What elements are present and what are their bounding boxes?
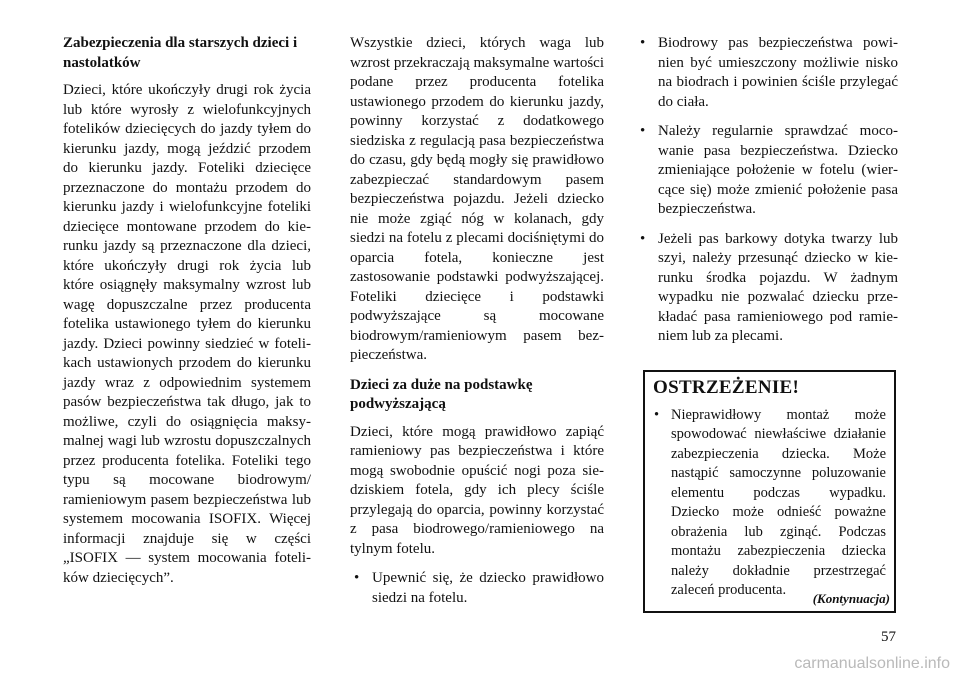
page-number: 57 bbox=[881, 629, 896, 645]
left-column bbox=[63, 34, 311, 598]
section-heading-older-children: Zabezpieczenia dla starszych dzieci i nastolatków bbox=[63, 35, 298, 71]
middle-column bbox=[350, 34, 604, 618]
warning-title: OSTRZEŻENIE! bbox=[653, 377, 800, 398]
bullet-icon: • bbox=[640, 35, 646, 51]
bullet-item bbox=[636, 122, 898, 220]
bullet-icon: • bbox=[640, 230, 646, 247]
body-paragraph: Wszystkie dzieci, których waga lub wzrost przekraczają maksymalne wartości podane przez producenta fotelika ustawionego przodem do kierunku jazdy, powinny korzystać z dodatkowego siedziska z regulacją pasa bezpieczeństwa do czasu, gdy będą mogły się prawidłowo zabezpieczać standardowym pasem bezpieczeństwa pojazdu. Jeżeli dziecko nie może zgiąć nóg w kolanach, gdy siedzi na fotelu z plecami dociśniętymi do oparcia fotela, konieczne jest zastosowanie podstawki podwyższającej. Foteliki dziecięce i podstawki podwyższające są mocowane biodrowym/ramieniowym pasem bezpieczeństwa. bbox=[350, 35, 604, 363]
bullet-item bbox=[636, 230, 898, 347]
bullet-icon: • bbox=[654, 406, 660, 423]
warning-text: Nieprawidłowy montaż może spowodować niewłaściwe działanie zabezpieczenia dziecka. Może nastąpić samoczynne poluzowanie elementu podczas wypadku. Dziecko może odnieść poważne obrażenia lub zginąć. Podczas montażu zabezpieczenia dziecka należy dokładnie przestrzegać zaleceń producenta. bbox=[671, 406, 886, 598]
bullet-icon: • bbox=[354, 570, 360, 586]
warning-bullet-item bbox=[653, 406, 886, 601]
bullet-text: Biodrowy pas bezpieczeństwa powinien być umieszczony możliwie nisko na biodrach i powinien ściśle przylegać do ciała. bbox=[658, 35, 898, 110]
right-column bbox=[636, 34, 898, 357]
bullet-item bbox=[350, 569, 604, 608]
bullet-text: Jeżeli pas barkowy dotyka twarzy lub szyi, należy przesunąć dziecko w kierunku środka pojazdu. W żadnym wypadku nie pozwalać dziecku przekładać pasa ramieniowego pod ramieniem lub za plecami. bbox=[658, 230, 898, 344]
continued-label: (Kontynuacja) bbox=[812, 591, 890, 606]
bullet-item bbox=[636, 34, 898, 112]
watermark: carmanualsonline.info bbox=[794, 655, 950, 672]
body-paragraph: Dzieci, które mogą prawidłowo zapiąć ramieniowy pas bezpieczeństwa i które mogą swobodnie opuścić nogi poza siedziskiem fotela, gdy ich plecy ściśle przylegają do oparcia, powinny korzystać z pasa biodrowego/ramieniowego na tylnym fotelu. bbox=[350, 423, 604, 557]
body-paragraph: Dzieci, które ukończyły drugi rok życia lub które wyrosły z wielofunkcyjnych fotelików dziecięcych do jazdy tyłem do kierunku jazdy, mogą jeździć przodem do kierunku jazdy. Foteliki dziecięce przeznaczone do montażu przodem do kierunku jazdy i wielofunkcyjne foteliki dziecięce montowane przodem do kierunku jazdy są przeznaczone dla dzieci, które ukończyły drugi rok życia lub które osiągnęły maksymalny wzrost lub wagę dopuszczalne przez producenta fotelika ustawionego tyłem do kierunku jazdy. Dzieci powinny siedzieć w fotelikach ustawionych przodem do kierunku jazdy wraz z odpowiednim systemem pasów bezpieczeństwa tak długo, jak to możliwe, czyli do osiągnięcia maksymalnej wagi lub wzrostu dopuszczalnych przez producenta fotelika. Foteliki tego typu są mocowane biodrowym/ ramieniowym pasem bezpieczeństwa lub systemem mocowania ISOFIX. Więcej informacji znajduje się w części „ISOFIX — system mocowania fotelików dziecięcych”. bbox=[63, 82, 311, 586]
bullet-icon: • bbox=[640, 123, 646, 139]
bullet-text: Upewnić się, że dziecko prawidłowo siedzi na fotelu. bbox=[372, 570, 604, 606]
bullet-text: Należy regularnie sprawdzać mocowanie pasa bezpieczeństwa. Dziecko zmieniające położenie w fotelu (wiercące się) może zmienić położenie pasa bezpieczeństwa. bbox=[658, 123, 898, 217]
section-heading-too-big-for-booster: Dzieci za duże na podstawkę podwyższającą bbox=[350, 376, 533, 412]
warning-box bbox=[643, 370, 896, 613]
